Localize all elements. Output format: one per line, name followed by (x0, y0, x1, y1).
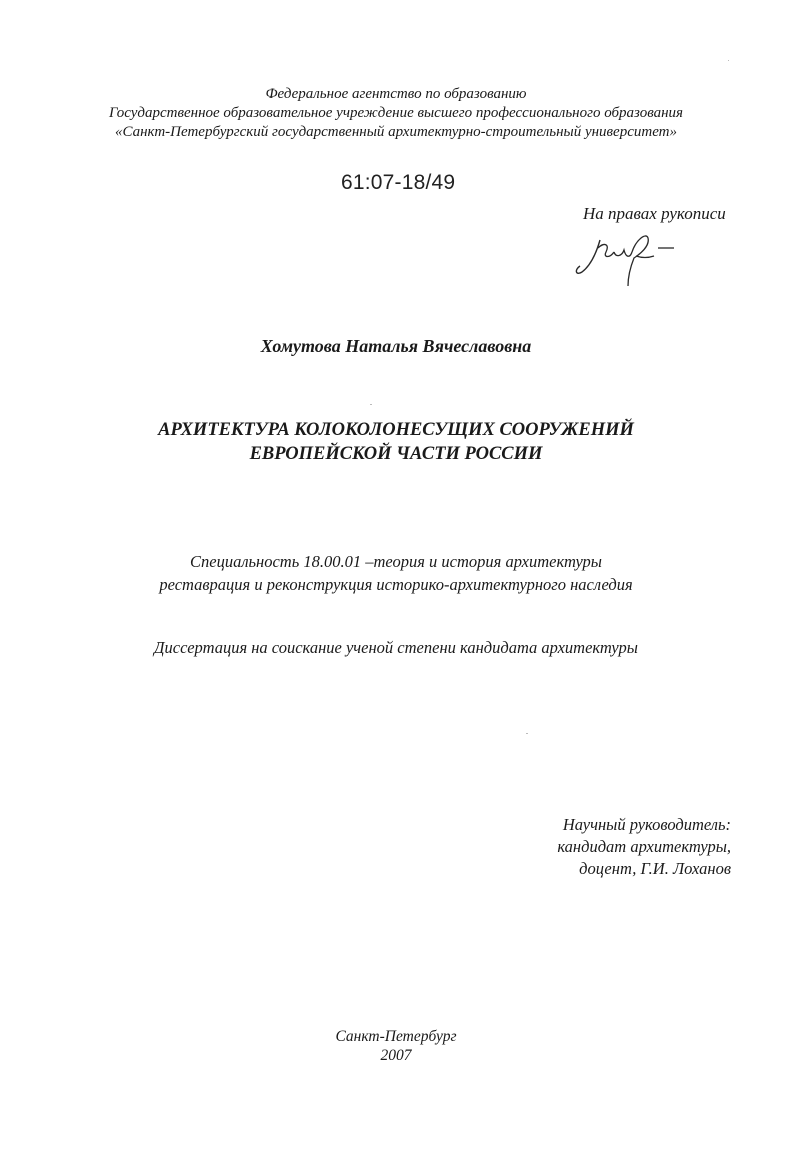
city: Санкт-Петербург (335, 1028, 457, 1045)
institution-line: Государственное образовательное учреждение высшего профессионального образования (108, 105, 684, 121)
manuscript-rights: На правах рукописи (583, 204, 726, 223)
supervisor-name: доцент, Г.И. Лоханов (579, 859, 731, 878)
agency-line: Федеральное агентство по образованию (265, 86, 527, 102)
scan-speck (370, 404, 372, 405)
specialty-line-1: Специальность 18.00.01 –теория и история архитектуры (190, 552, 602, 571)
scan-speck (728, 60, 729, 61)
scan-speck (526, 733, 528, 734)
thesis-title-line-1: АРХИТЕКТУРА КОЛОКОЛОНЕСУЩИХ СООРУЖЕНИЙ (158, 420, 634, 440)
registration-number: 61:07-18/49 (341, 171, 456, 194)
signature (570, 228, 680, 290)
author-name: Хомутова Наталья Вячеславовна (260, 336, 532, 356)
dissertation-degree: Диссертация на соискание ученой степени кандидата архитектуры (154, 638, 638, 657)
year: 2007 (380, 1047, 412, 1064)
university-line: «Санкт-Петербургский государственный архитектурно-строительный университет» (114, 124, 678, 140)
specialty-line-2: реставрация и реконструкция историко-архитектурного наследия (159, 575, 633, 594)
supervisor-degree: кандидат архитектуры, (557, 837, 731, 856)
thesis-title-line-2: ЕВРОПЕЙСКОЙ ЧАСТИ РОССИИ (249, 444, 543, 464)
supervisor-label: Научный руководитель: (562, 815, 731, 834)
